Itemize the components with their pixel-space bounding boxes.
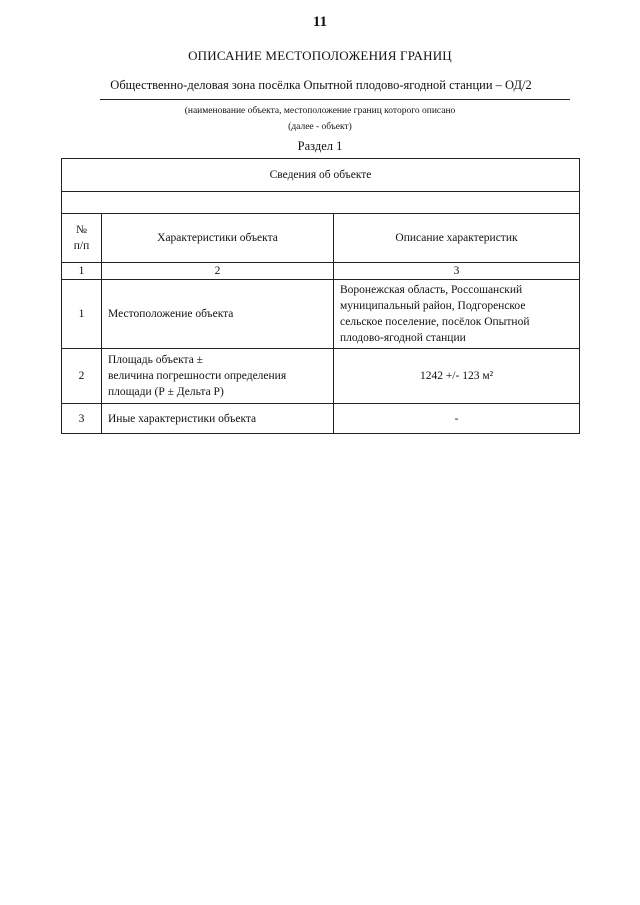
row-description: - — [334, 404, 580, 434]
column-number-row — [62, 263, 580, 280]
object-name-underline — [100, 99, 570, 100]
table-blank-cell — [62, 192, 580, 214]
table-header-row — [62, 214, 580, 263]
object-name: Общественно-деловая зона посёлка Опытной плодово-ягодной станции – ОД/2 — [110, 78, 532, 92]
table-caption-row — [62, 159, 580, 192]
table-caption: Сведения об объекте — [62, 159, 580, 192]
document-title: ОПИСАНИЕ МЕСТОПОЛОЖЕНИЯ ГРАНИЦ — [188, 48, 452, 63]
row-characteristic: Иные характеристики объекта — [102, 404, 334, 434]
row-number: 2 — [62, 349, 102, 404]
object-info-table — [61, 158, 580, 434]
row-number: 1 — [62, 280, 102, 349]
column-number: 2 — [102, 263, 334, 280]
row-characteristic: Площадь объекта ± величина погрешности определения площади (Р ± Дельта Р) — [102, 349, 334, 404]
row-description: 1242 +/- 123 м² — [334, 349, 580, 404]
section-title: Раздел 1 — [297, 139, 343, 153]
column-number: 1 — [62, 263, 102, 280]
row-number: 3 — [62, 404, 102, 434]
row-description: Воронежская область, Россошанский муниципальный район, Подгоренское сельское поселение, посёлок Опытной плодово-ягодной станции — [334, 280, 580, 349]
table-row — [62, 349, 580, 404]
page-number: 11 — [312, 14, 328, 30]
header-description: Описание характеристик — [334, 214, 580, 263]
table-row — [62, 404, 580, 434]
table-row — [62, 280, 580, 349]
column-number: 3 — [334, 263, 580, 280]
header-characteristic: Характеристики объекта — [102, 214, 334, 263]
object-name-note: (наименование объекта, местоположение границ которого описано (далее - объект) — [184, 106, 456, 132]
header-number: № п/п — [62, 214, 102, 263]
table-blank-row — [62, 192, 580, 214]
row-characteristic: Местоположение объекта — [102, 280, 334, 349]
